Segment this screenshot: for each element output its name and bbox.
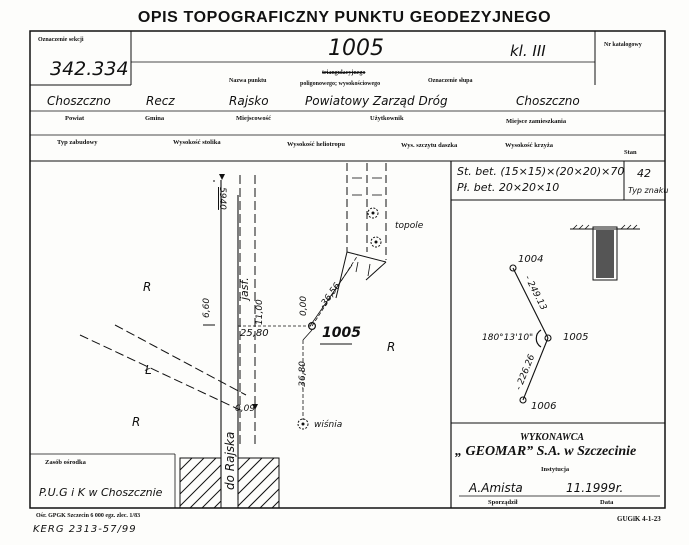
point-1005-scheme-label: 1005 (563, 332, 589, 343)
label-2580: 25,80 (240, 328, 269, 339)
sekcja-label: Oznaczenie sekcji (38, 37, 84, 43)
author: A.Amista (469, 481, 523, 495)
field-r3: R (132, 415, 141, 429)
point-1004-label: 1004 (518, 254, 544, 265)
wys-krzyza-label: Wysokość krzyża (505, 142, 553, 149)
stan-label: Stan (624, 149, 637, 156)
topole-label: topole (395, 221, 424, 231)
label-009: 0,09 (235, 404, 256, 414)
point-number: 1005 (328, 36, 384, 61)
zasob-label: Zasób ośrodka (45, 459, 86, 466)
label-660: 6,60 (202, 297, 212, 318)
gmina-label: Gmina (145, 115, 165, 122)
data-label: Data (600, 499, 614, 506)
miejscowosc-value: Rajsko (229, 94, 269, 108)
print-note: Ośr. GPGK Szczecin 6 000 egz. zlec. 1/83 (36, 513, 141, 519)
kerg-number: KERG 2313-57/99 (33, 524, 137, 535)
pl-bet: Pł. bet. 20×20×10 (457, 181, 560, 194)
angle-value: 180°13'10" (482, 333, 534, 343)
sporzadzil-label: Sporządził (488, 499, 518, 506)
label-3656: -36,56 (318, 281, 343, 311)
wys-szczytu-label: Wys. szczytu daszka (401, 142, 458, 149)
road-label: do Rajska (223, 431, 237, 490)
label-3680: -36,80 (298, 360, 308, 390)
wisnia-label: wiśnia (314, 420, 343, 430)
zasob-value: P.U.G i K w Choszcznie (39, 486, 163, 499)
powiat-label: Powiat (65, 115, 85, 122)
point-class: kl. III (510, 42, 546, 60)
field-r1: R (143, 280, 152, 294)
miejsce-label: Miejsce zamieszkania (506, 118, 567, 125)
typ-value: 42 (637, 167, 651, 180)
distance-1: - 249.13 (522, 274, 549, 313)
point-1005-label: 1005 (322, 325, 361, 341)
st-bet: St. bet. (15×15)×(20×20)×70 (457, 165, 625, 178)
label-asf: jasf. (238, 277, 251, 300)
typ-zabudowy-label: Typ zabudowy (57, 139, 98, 146)
wys-stolika-label: Wysokość stolika (173, 139, 221, 146)
uzytkownik-value: Powiatowy Zarząd Dróg (305, 94, 448, 108)
label-5940: 5940 (217, 187, 227, 210)
trig-label: triangulacyjnego (322, 70, 366, 76)
gugik-code: GUGiK 4-1-23 (617, 515, 661, 523)
wykonawca-label: WYKONAWCA (520, 432, 585, 443)
field-l: Ł (145, 363, 152, 377)
page-title: OPIS TOPOGRAFICZNY PUNKTU GEODEZYJNEGO (137, 9, 552, 26)
distance-2: - 226.26 (514, 353, 538, 392)
uzytkownik-label: Użytkownik (370, 115, 404, 122)
company-name: „ GEOMAR” S.A. w Szczecinie (455, 444, 637, 459)
label-1100: 11,00 (255, 299, 265, 325)
date-value: 11.1999r. (566, 481, 624, 495)
miejsce-value: Choszczno (516, 94, 580, 108)
wys-heliotropu-label: Wysokość heliotropu (287, 141, 345, 148)
nazwa-punktu-label: Nazwa punktu (229, 78, 267, 84)
powiat-value: Choszczno (47, 94, 111, 108)
oznaczenie-slupa-label: Oznaczenie słupa (428, 78, 473, 84)
miejscowosc-label: Miejscowość (236, 115, 272, 122)
label-000: 0,00 (299, 295, 309, 316)
field-r2: R (387, 340, 396, 354)
gmina-value: Recz (146, 94, 175, 108)
sekcja-value: 342.334 (50, 58, 129, 80)
point-1006-label: 1006 (531, 401, 557, 412)
polig-label: poligonowego; wysokościowego (300, 81, 381, 87)
nr-katalogowy-label: Nr katalogowy (604, 42, 642, 48)
instytucja-label: Instytucja (541, 466, 570, 473)
typ-label: Typ znaku (628, 186, 669, 195)
